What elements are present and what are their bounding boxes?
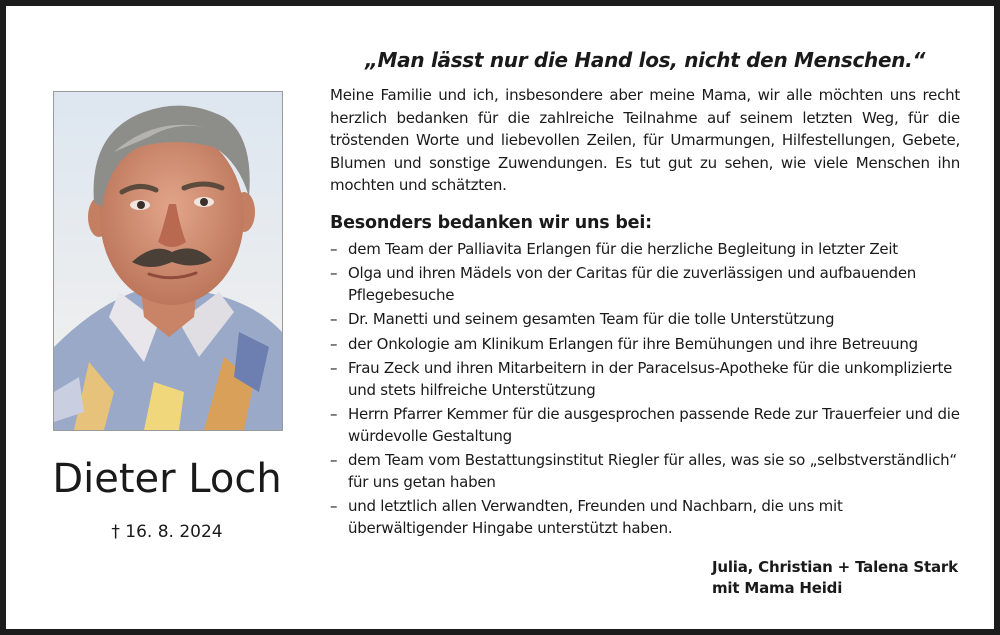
death-date: † 16. 8. 2024: [111, 522, 223, 542]
dash-mark: –: [330, 497, 338, 515]
signature-line: Julia, Christian + Talena Stark: [712, 558, 958, 576]
thanks-list: [330, 239, 960, 540]
text-column: [330, 48, 960, 542]
dash-mark: –: [330, 359, 338, 377]
portrait-photo: [53, 91, 283, 431]
thanks-item-text: Olga und ihren Mädels von der Caritas für die zuverlässigen und aufbauenden Pflegebesuche: [348, 264, 917, 304]
dash-mark: –: [330, 405, 338, 423]
motto-quote: „Man lässt nur die Hand los, nicht den Menschen.“: [364, 48, 926, 72]
thanks-item-text: und letztlich allen Verwandten, Freunden und Nachbarn, die uns mit überwältigender Hingabe unterstützt haben.: [348, 497, 843, 537]
thanks-item-text: der Onkologie am Klinikum Erlangen für ihre Bemühungen und ihre Betreuung: [348, 334, 918, 353]
thanks-item: [330, 309, 960, 331]
thanks-item: [330, 239, 960, 261]
thanks-heading: Besonders bedanken wir uns bei:: [330, 212, 652, 233]
thanks-item-text: Frau Zeck und ihren Mitarbeitern in der Paracelsus-Apotheke für die unkomplizierte und stets hilfreiche Unterstützung: [348, 359, 953, 399]
dash-mark: –: [330, 239, 338, 258]
thanks-item-text: Herrn Pfarrer Kemmer für die ausgesprochen passende Rede zur Trauerfeier und die würdevolle Gestaltung: [348, 405, 960, 445]
dash-mark: –: [330, 451, 338, 469]
thanks-item: [330, 450, 960, 493]
deceased-name: Dieter Loch: [52, 456, 282, 502]
thanks-item: [330, 334, 960, 356]
thanks-item-text: dem Team vom Bestattungsinstitut Riegler für alles, was sie so „selbstverständlich“ für uns getan haben: [348, 451, 957, 491]
thanks-item: [330, 496, 960, 539]
thanks-item-text: Dr. Manetti und seinem gesamten Team für die tolle Unterstützung: [348, 310, 835, 328]
dash-mark: –: [330, 310, 338, 328]
intro-paragraph: Meine Familie und ich, insbesondere aber meine Mama, wir alle möchten uns recht herzlich bedanken für die zahlreiche Teilnahme auf seinem letzten Weg, für die tröstenden Worte und liebevollen Zeilen, für Umarmungen, Hilfestellungen, Gebete, Blumen und sonstige Zuwendungen. Es tut gut zu sehen, wie viele Menschen ihn mochten und schätzten.: [330, 86, 960, 194]
thanks-item: [330, 358, 960, 401]
signature-block: [712, 557, 958, 599]
thanks-item: [330, 263, 960, 306]
thanks-item-text: dem Team der Palliavita Erlangen für die herzliche Begleitung in letzter Zeit: [348, 239, 898, 258]
thanks-item: [330, 404, 960, 447]
dash-mark: –: [330, 334, 338, 353]
dash-mark: –: [330, 264, 338, 282]
signature-line: mit Mama Heidi: [712, 579, 843, 597]
